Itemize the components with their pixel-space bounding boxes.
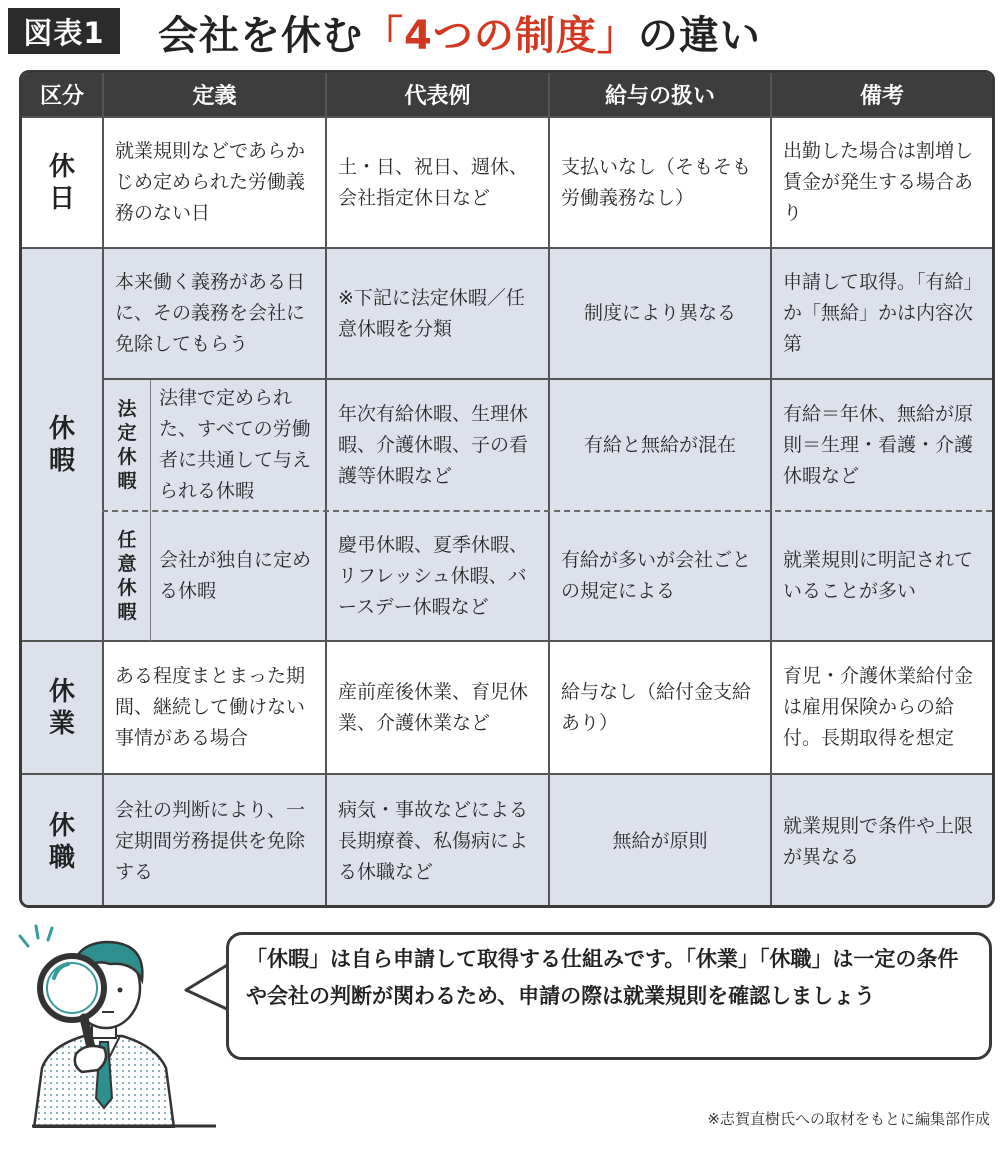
col-header-pay: 給与の扱い bbox=[550, 73, 770, 116]
cell-examples: 年次有給休暇、生理休暇、介護休暇、子の看護等休暇など bbox=[338, 402, 529, 487]
title-accent: 「4つの制度」 bbox=[363, 12, 638, 59]
cell-examples: 慶弔休暇、夏季休暇、リフレッシュ休暇、バースデー休暇など bbox=[338, 533, 529, 618]
col-header-category: 区分 bbox=[22, 73, 102, 116]
cell-examples: 病気・事故などによる長期療養、私傷病による休職など bbox=[338, 799, 529, 883]
col-header-notes: 備考 bbox=[772, 73, 992, 116]
cell-pay: 給与なし（給付金支給あり） bbox=[561, 680, 752, 734]
cell-notes: 育児・介護休業給付金は雇用保険からの給付。長期取得を想定 bbox=[783, 665, 974, 749]
cell-definition: ある程度まとまった期間、継続して働けない事情がある場合 bbox=[115, 665, 306, 749]
cell-definition: 本来働く義務がある日に、その義務を会社に免除してもらう bbox=[115, 271, 306, 355]
cell-notes: 就業規則で条件や上限が異なる bbox=[783, 814, 974, 868]
cell-notes: 就業規則に明記されていることが多い bbox=[783, 549, 974, 602]
comparison-table bbox=[19, 70, 995, 908]
col-header-definition: 定義 bbox=[104, 73, 325, 116]
page-title bbox=[158, 4, 761, 60]
subrow-category: 任意休暇 bbox=[117, 529, 137, 623]
cell-examples: 土・日、祝日、週休、会社指定休日など bbox=[338, 155, 529, 209]
title-pre: 会社を休む bbox=[158, 12, 363, 59]
row-category: 休業 bbox=[48, 676, 75, 739]
bubble-tail bbox=[184, 960, 230, 1016]
cell-definition: 会社の判断により、一定期間労務提供を免除する bbox=[115, 799, 306, 883]
source-note: ※志賀直樹氏への取材をもとに編集部作成 bbox=[707, 1110, 990, 1128]
row-category: 休職 bbox=[48, 810, 75, 873]
cell-pay: 無給が原則 bbox=[612, 830, 708, 852]
cell-pay: 有給が多いが会社ごとの規定による bbox=[561, 549, 752, 602]
cell-definition: 就業規則などであらかじめ定められた労働義務のない日 bbox=[115, 140, 306, 224]
magnifier-person-illustration bbox=[6, 918, 216, 1128]
col-header-examples: 代表例 bbox=[327, 73, 548, 116]
row-category: 休日 bbox=[48, 151, 75, 214]
cell-pay: 有給と無給が混在 bbox=[583, 433, 736, 456]
cell-pay: 制度により異なる bbox=[583, 302, 736, 324]
cell-notes: 申請して取得。「有給」か「無給」かは内容次第 bbox=[783, 271, 974, 355]
cell-definition: 会社が独自に定める休暇 bbox=[159, 549, 312, 602]
bubble-text: 「休暇」は自ら申請して取得する仕組みです。「休業」「休職」は一定の条件や会社の判断が関わるため、申請の際は就業規則を確認しましょう bbox=[246, 947, 959, 1008]
cell-examples: ※下記に法定休暇／任意休暇を分類 bbox=[338, 286, 525, 340]
cell-examples: 産前産後休業、育児休業、介護休業など bbox=[338, 680, 529, 734]
cell-notes: 出勤した場合は割増し賃金が発生する場合あり bbox=[783, 140, 974, 224]
figure-label: 図表1 bbox=[8, 8, 120, 54]
cell-pay: 支払いなし（そもそも労働義務なし） bbox=[561, 155, 752, 209]
cell-definition: 法律で定められた、すべての労働者に共通して与えられる休暇 bbox=[159, 387, 312, 502]
subrow-category: 法定休暇 bbox=[117, 398, 137, 492]
row-category: 休暇 bbox=[48, 413, 75, 476]
cell-notes: 有給＝年休、無給が原則＝生理・看護・介護休暇など bbox=[783, 402, 974, 487]
title-post: の違い bbox=[637, 12, 761, 59]
